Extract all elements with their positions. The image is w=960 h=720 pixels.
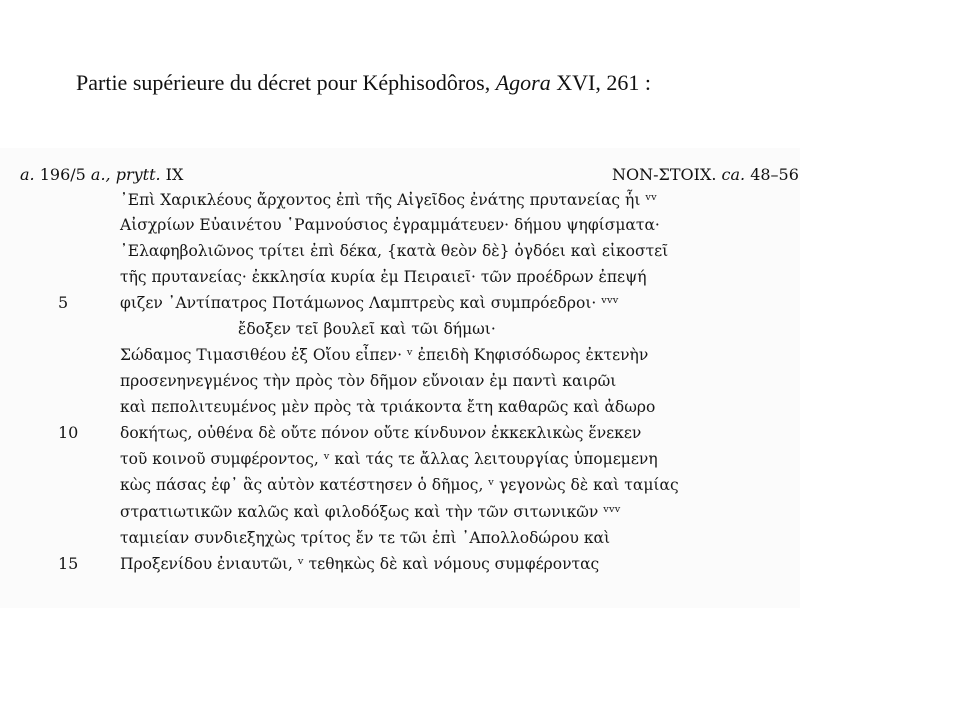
line-number-5: 5	[58, 293, 69, 312]
inscription-line-11: τοῦ κοινοῦ συμφέροντος, ᵛ καὶ τάς τε ἄλλας λειτουργίας ὑπομεμενη	[120, 450, 658, 468]
inscription-line-8: προσενηνεγμένος τὴν πρὸς τὸν δῆμον εὔνοιαν ἐμ παντὶ καιρῶι	[120, 372, 617, 390]
inscription-line-13: στρατιωτικῶν καλῶς καὶ φιλοδόξως καὶ τὴν τῶν σιτωνικῶν ᵛᵛᵛ	[120, 503, 621, 521]
inscription-line-1: ᾿Επὶ Χαρικλέους ἄρχοντος ἐπὶ τῆς Αἰγεῖδος ἐνάτης πρυτανείας ἧι ᵛᵛ	[120, 191, 657, 209]
slide-caption	[76, 70, 651, 96]
inscription-line-15: Προξενίδου ἐνιαυτῶι, ᵛ τεθηκὼς δὲ καὶ νόμους συμφέροντας	[120, 555, 600, 573]
caption-text: Partie supérieure du décret pour Képhisodôros,	[76, 70, 496, 95]
inscription-date-header: a. 196/5 a., prytt. IX	[20, 165, 184, 184]
inscription-line-14: ταμιείαν συνδιεξηχὼς τρίτος ἔν τε τῶι ἐπὶ ᾿Απολλοδώρου καὶ	[120, 529, 611, 547]
inscription-line-7: Σώδαμος Τιμασιθέου ἐξ Οἴου εἶπεν· ᵛ ἐπειδὴ Κηφισόδωρος ἐκτενὴν	[120, 346, 649, 364]
inscription-line-3: ᾿Ελαφηβολιῶνος τρίτει ἐπὶ δέκα, {κατὰ θεὸν δὲ} ὀγδόει καὶ εἰκοστεῖ	[120, 242, 669, 260]
inscription-line-4: τῆς πρυτανείας· ἐκκλησία κυρία ἐμ Πειραιεῖ· τῶν προέδρων ἐπεψή	[120, 268, 647, 286]
inscription-line-12: κὼς πάσας ἐφ᾿ ἃς αὐτὸν κατέστησεν ὁ δῆμος, ᵛ γεγονὼς δὲ καὶ ταμίας	[120, 476, 679, 494]
inscription-line-5: φιζεν ᾿Αντίπατρος Ποτάμωνος Λαμπτρεὺς καὶ συμπρόεδροι· ᵛᵛᵛ	[120, 294, 619, 312]
line-number-15: 15	[58, 554, 79, 573]
inscription-line-6: ἔδοξεν τεῖ βουλεῖ καὶ τῶι δήμωι·	[238, 320, 496, 338]
inscription-line-9: καὶ πεπολιτευμένος μὲν πρὸς τὰ τριάκοντα ἔτη καθαρῶς καὶ ἀδωρο	[120, 398, 656, 416]
inscription-line-2: Αἰσχρίων Εὐαινέτου ῾Ραμνούσιος ἐγραμμάτευεν· δήμου ψηφίσματα·	[120, 216, 660, 234]
inscription-line-10: δοκήτως, οὐθένα δὲ οὔτε πόνον οὔτε κίνδυνον ἐκκεκλικὼς ἕνεκεν	[120, 424, 642, 442]
line-number-10: 10	[58, 423, 79, 442]
caption-italic-agora: Agora	[495, 70, 551, 95]
caption-reference: XVI, 261 :	[550, 70, 651, 95]
inscription-format-header: NON-ΣΤΟΙΧ. ca. 48–56	[612, 165, 799, 184]
